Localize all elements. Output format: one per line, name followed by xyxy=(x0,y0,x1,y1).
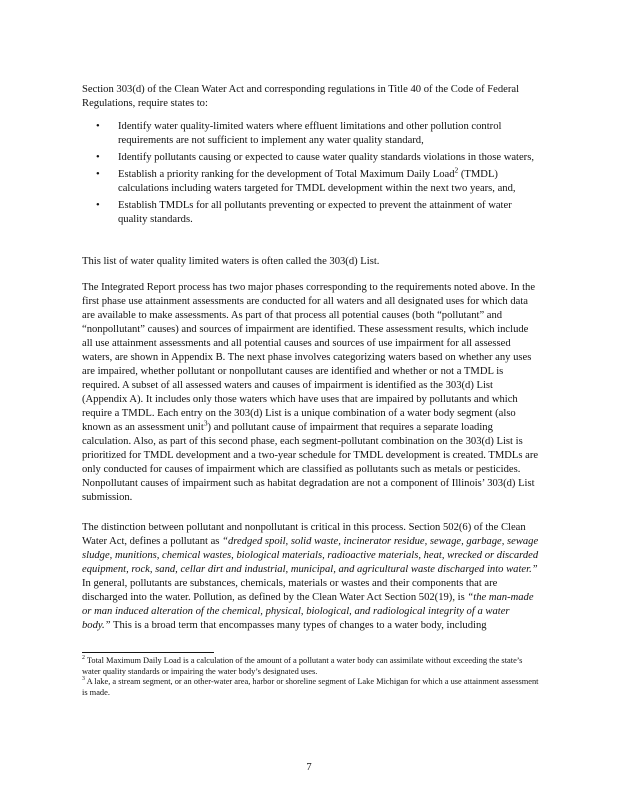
list-item: • Establish a priority ranking for the development of Total Maximum Daily Load$^2$ (TMDL) calculations including waters targeted for TMDL development within the next two years, and, xyxy=(96,165,516,194)
footnote-ref: 2 xyxy=(454,165,459,175)
footnote-ref: 3 xyxy=(203,418,208,428)
list-item: • Identify pollutants causing or expected to cause water quality standards violations in those waters, xyxy=(96,152,534,163)
pollution-quote: “the man-made or man induced alteration of the chemical, physical, biological, and radiological integrity of a water body.” xyxy=(82,592,534,631)
footnote: $^3$ A lake, a stream segment, or an other-water area, harbor or shoreline segment of Lake Michigan for which a use attainment assessment is made. xyxy=(82,676,539,697)
list-item: • Establish TMDLs for all pollutants preventing or expected to prevent the attainment of water quality standards. xyxy=(96,200,512,225)
bullet-icon: • xyxy=(96,169,100,180)
intro-paragraph: Section 303(d) of the Clean Water Act and corresponding regulations in Title 40 of the Code of Federal Regulations, require states to: xyxy=(82,84,520,109)
list-note-paragraph: This list of water quality limited waters is often called the 303(d) List. xyxy=(82,256,380,267)
footnotes xyxy=(82,656,540,698)
pollutant-definition-paragraph: The distinction between pollutant and nonpollutant is critical in this process. Section 502(6) of the Clean Water Act, defines a pollutant as “dredged spoil, solid waste, incinerator residue, sewage, garbage, sewage sludge, munitions, chemical wastes, biological materials, radioactive materials, heat, wrecked or discarded equipment, rock, sand, cellar dirt and industrial, municipal, and agricultural waste discharged into water.” In general, pollutants are substances, chemicals, materials or wastes and their components that are discharged into the water. Pollution, as defined by the Clean Water Act Section 502(19), is “the man-made or man induced alteration of the chemical, physical, biological, and radiological integrity of a water body.” This is a broad term that encompasses many types of changes to a water body, including xyxy=(82,522,539,631)
pollutant-quote: “dredged spoil, solid waste, incinerator residue, sewage, garbage, sewage sludge, munitions, chemical wastes, biological materials, radioactive materials, heat, wrecked or discarded equipment, rock, sand, cellar dirt and industrial, municipal, and agricultural waste discharged into water.” xyxy=(82,536,539,575)
list-item: • Identify water quality-limited waters where effluent limitations and other pollution control requirements are not sufficient to implement any water quality standard, xyxy=(96,121,502,146)
bullet-icon: • xyxy=(96,152,100,163)
bullet-icon: • xyxy=(96,121,100,132)
requirements-list xyxy=(96,120,540,230)
integrated-report-paragraph: The Integrated Report process has two major phases corresponding to the requirements noted above. In the first phase use attainment assessments are conducted for all waters and all designated uses for which data are available to make assessments. As part of that process all potential causes (both “pollutant” and “nonpollutant” causes) and sources of impairment are identified. These assessment results, which include all use attainment assessments and all potential causes and sources of use impairment for all assessed waters, are shown in Appendix B. The next phase involves categorizing waters based on whether any uses are impaired, whether pollutant or nonpollutant causes are identified and whether or not a TMDL is required. A subset of all assessed waters and causes of impairment is identified as the 303(d) List (Appendix A). It includes only those waters which have uses that are impaired by pollutants and which require a TMDL. Each entry on the 303(d) List is a unique combination of a water body segment (also known as an assessment unit$^3$) and pollutant cause of impairment that requires a separate loading calculation. Also, as part of this second phase, each segment-pollutant combination on the 303(d) List is prioritized for TMDL development and a two-year schedule for TMDL development is created. TMDLs are only conducted for causes of impairment which are classified as pollutants such as metals or pesticides. Nonpollutant causes of impairment such as habitat degradation are not a component of Illinois’ 303(d) List submission. xyxy=(82,282,539,503)
footnote: $^2$ Total Maximum Daily Load is a calculation of the amount of a pollutant a water body can assimilate without exceeding the state’s water quality standards or impairing the water body’s designated uses. xyxy=(82,655,523,676)
page-number: 7 xyxy=(306,762,312,773)
bullet-icon: • xyxy=(96,200,100,211)
footnote-divider xyxy=(82,652,214,653)
